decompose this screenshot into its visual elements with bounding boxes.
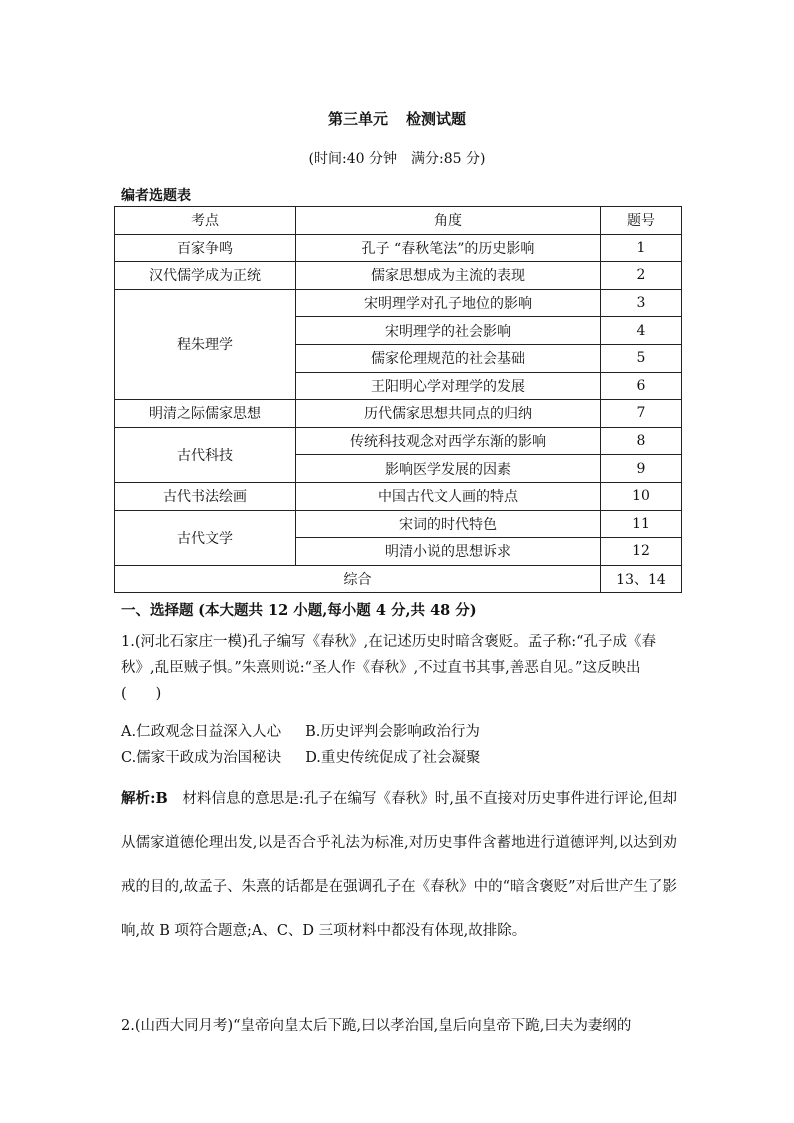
angle-cell: 影响医学发展的因素: [296, 455, 601, 483]
question-1-options-row-2: [121, 745, 480, 771]
table-row: [115, 289, 682, 317]
question-1-stem: 1.(河北石家庄一模)孔子编写《春秋》,在记述历史时暗含褒贬。孟子称:“孔子成《春秋》,乱臣贼子惧。”朱熹则说:“圣人作《春秋》,不过直书其事,善恶自见。”这反映出( ): [121, 634, 657, 702]
section-description: (本大题共 12 小题,每小题 4 分,共 48 分): [198, 602, 477, 619]
table-row: [115, 427, 682, 455]
table-summary-row: [115, 565, 682, 593]
time-score-info: (时间:40 分钟 满分:85 分): [308, 151, 486, 167]
topic-cell: 百家争鸣: [115, 234, 296, 262]
topic-cell: 明清之际儒家思想: [115, 400, 296, 428]
number-cell: 6: [601, 372, 682, 400]
topic-table: [114, 206, 682, 593]
option-d: D.重史传统促成了社会凝聚: [305, 750, 481, 766]
topic-cell: 程朱理学: [115, 289, 296, 399]
table-row: [115, 510, 682, 538]
number-cell: 8: [601, 427, 682, 455]
summary-label: 综合: [115, 565, 601, 593]
option-b: B.历史评判会影响政治行为: [305, 724, 480, 740]
angle-cell: 王阳明心学对理学的发展: [296, 372, 601, 400]
analysis-text: 材料信息的意思是:孔子在编写《春秋》时,虽不直接对历史事件进行评论,但却从儒家道德伦理出发,以是否合乎礼法为标准,对历史事件含蓄地进行道德评判,以达到劝戒的目的,故孟子、朱熹的话都是在强调孔子在《春秋》中的“暗含褒贬”对后世产生了影响,故 B 项符合题意;A、C、D 三项材料中都没有体现,故排除。: [121, 791, 678, 939]
table-row: [115, 482, 682, 510]
number-cell: 2: [601, 262, 682, 290]
topic-cell: 古代书法绘画: [115, 482, 296, 510]
table-row: [115, 234, 682, 262]
table-row: [115, 400, 682, 428]
header-topic: 考点: [115, 207, 296, 235]
angle-cell: 宋明理学的社会影响: [296, 317, 601, 345]
question-2-stem: 2.(山西大同月考)“皇帝向皇太后下跪,曰以孝治国,皇后向皇帝下跪,曰夫为妻纲的: [121, 1018, 632, 1034]
angle-cell: 历代儒家思想共同点的归纳: [296, 400, 601, 428]
angle-cell: 儒家思想成为主流的表现: [296, 262, 601, 290]
number-cell: 12: [601, 538, 682, 566]
option-c: C.儒家干政成为治国秘诀: [121, 750, 282, 766]
table-caption: 编者选题表: [121, 188, 191, 204]
table-row: [115, 262, 682, 290]
number-cell: 9: [601, 455, 682, 483]
angle-cell: 传统科技观念对西学东渐的影响: [296, 427, 601, 455]
angle-cell: 宋明理学对孔子地位的影响: [296, 289, 601, 317]
number-cell: 11: [601, 510, 682, 538]
angle-cell: 明清小说的思想诉求: [296, 538, 601, 566]
number-cell: 1: [601, 234, 682, 262]
page-title: [0, 108, 794, 129]
header-number: 题号: [601, 207, 682, 235]
topic-cell: 古代科技: [115, 427, 296, 482]
number-cell: 3: [601, 289, 682, 317]
topic-cell: 古代文学: [115, 510, 296, 565]
option-a: A.仁政观念日益深入人心: [121, 724, 282, 740]
summary-number: 13、14: [601, 565, 682, 593]
analysis-label: 解析:B: [121, 790, 168, 807]
angle-cell: 儒家伦理规范的社会基础: [296, 344, 601, 372]
table-header-row: [115, 207, 682, 235]
test-title: 检测试题: [406, 110, 467, 128]
header-angle: 角度: [296, 207, 601, 235]
angle-cell: 孔子 “春秋笔法”的历史影响: [296, 234, 601, 262]
angle-cell: 宋词的时代特色: [296, 510, 601, 538]
angle-cell: 中国古代文人画的特点: [296, 482, 601, 510]
unit-title: 第三单元: [327, 110, 388, 128]
question-1-analysis: [121, 777, 677, 953]
topic-cell: 汉代儒学成为正统: [115, 262, 296, 290]
number-cell: 10: [601, 482, 682, 510]
section-heading: [121, 599, 477, 620]
section-name: 一、选择题: [121, 602, 194, 619]
number-cell: 4: [601, 317, 682, 345]
number-cell: 5: [601, 344, 682, 372]
question-1-options-row-1: [121, 719, 480, 745]
number-cell: 7: [601, 400, 682, 428]
